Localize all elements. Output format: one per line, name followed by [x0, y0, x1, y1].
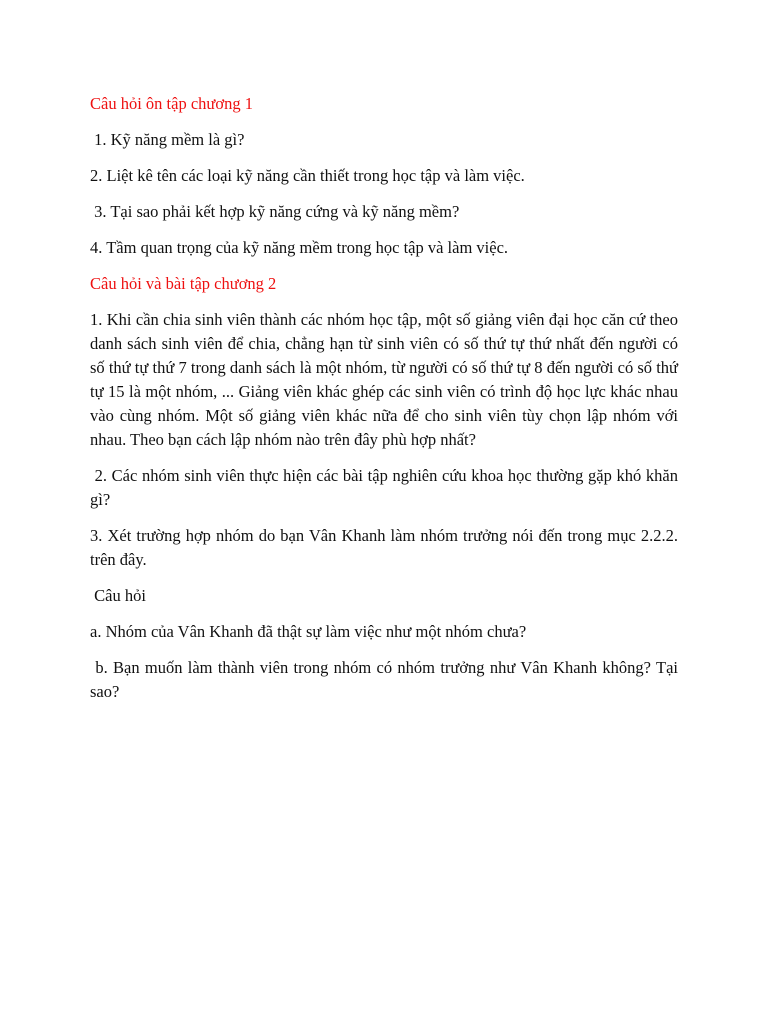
chapter-1-question-1: 1. Kỹ năng mềm là gì?	[90, 130, 245, 149]
chapter-2-heading: Câu hỏi và bài tập chương 2	[90, 274, 277, 293]
chapter-2-question-1: 1. Khi cần chia sinh viên thành các nhóm học tập, một số giảng viên đại học căn cứ theo danh sách sinh viên để chia, chẳng hạn từ sinh viên có số thứ tự thứ nhất đến người có số thứ tự thứ 7 trong danh sách là một nhóm, từ người có số thứ tự 8 đến người có số thứ tự 15 là một nhóm, ... Giảng viên khác ghép các sinh viên có trình độ học lực khác nhau vào cùng nhóm. Một số giảng viên khác nữa để cho sinh viên tùy chọn lập nhóm với nhau. Theo bạn cách lập nhóm nào trên đây phù hợp nhất?	[90, 310, 683, 449]
chapter-2-question-b: b. Bạn muốn làm thành viên trong nhóm có nhóm trưởng như Vân Khanh không? Tại sao?	[90, 658, 683, 701]
chapter-2-subheading: Câu hỏi	[90, 586, 146, 605]
document-page	[90, 92, 683, 716]
chapter-1-heading: Câu hỏi ôn tập chương 1	[90, 94, 253, 113]
chapter-2-question-3: 3. Xét trường hợp nhóm do bạn Vân Khanh làm nhóm trưởng nói đến trong mục 2.2.2. trên đây.	[90, 526, 683, 569]
chapter-2-question-2: 2. Các nhóm sinh viên thực hiện các bài tập nghiên cứu khoa học thường gặp khó khăn gì?	[90, 466, 683, 509]
chapter-2-question-a: a. Nhóm của Vân Khanh đã thật sự làm việc như một nhóm chưa?	[90, 622, 527, 641]
chapter-1-question-2: 2. Liệt kê tên các loại kỹ năng cần thiết trong học tập và làm việc.	[90, 166, 525, 185]
chapter-1-question-4: 4. Tầm quan trọng của kỹ năng mềm trong học tập và làm việc.	[90, 238, 509, 257]
chapter-1-question-3: 3. Tại sao phải kết hợp kỹ năng cứng và kỹ năng mềm?	[90, 202, 460, 221]
